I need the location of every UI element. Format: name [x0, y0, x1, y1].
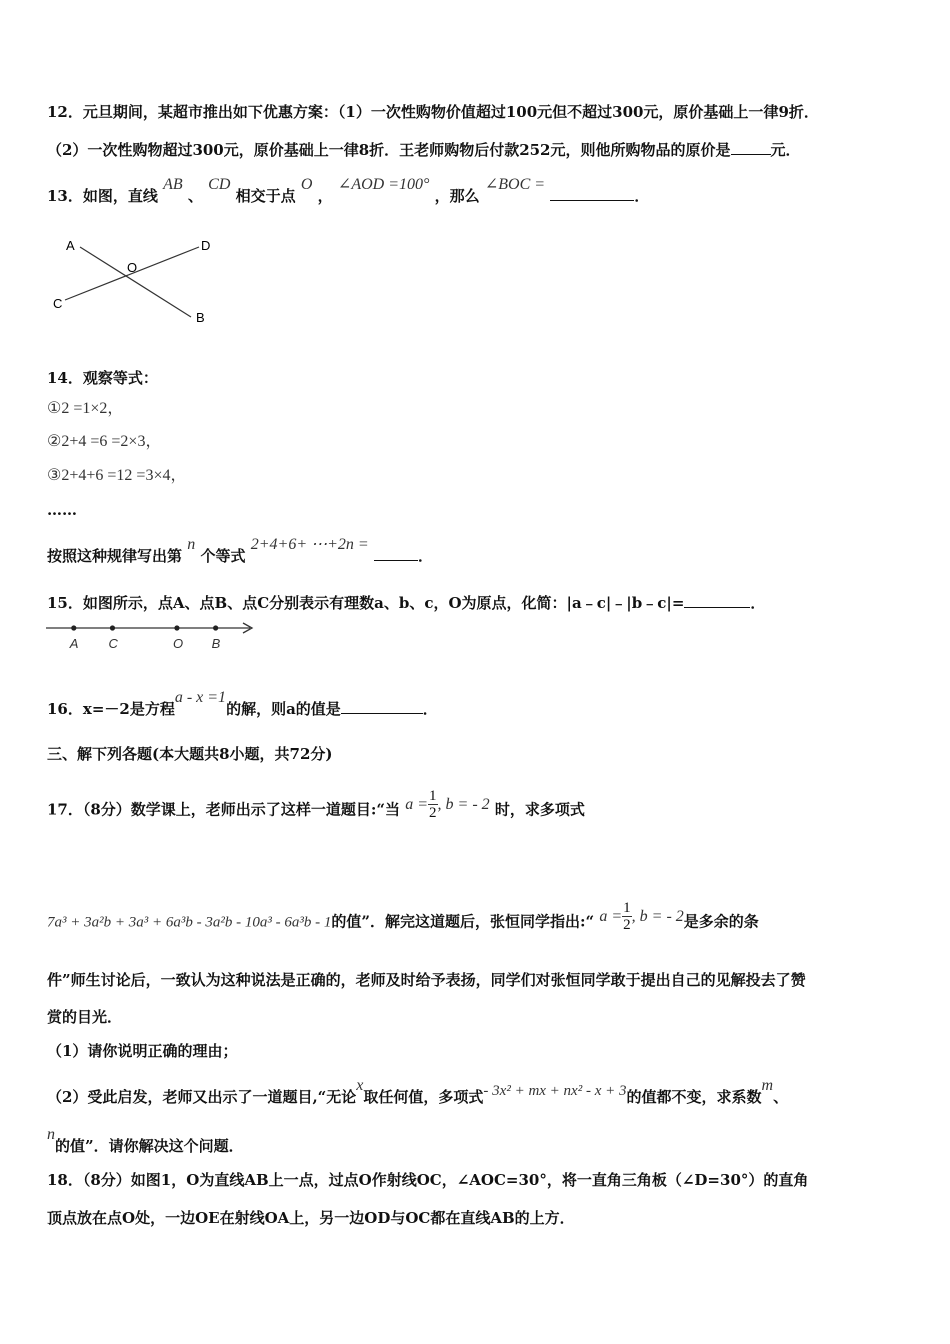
q14-question: 按照这种规律写出第 n 个等式 2+4+6+ ⋯+2n = ． — [47, 536, 433, 565]
q17-sub2-cont: n的值”．请你解决这个问题． — [47, 1126, 244, 1155]
q14-eq2: ②2+4 =6 =2×3， — [47, 433, 162, 450]
q14-eq1: ①2 =1×2， — [47, 400, 124, 417]
answer-blank-q13[interactable] — [550, 186, 634, 201]
q17-line2: 7a³ + 3a²b + 3a³ + 6a³b - 3a²b - 10a³ - 6a³b - 1的值”．解完这道题后，张恒同学指出:“ a = $\frac{1}{2}$ , b = - 2是多余的条 — [47, 900, 759, 933]
q12-line1: 12．元旦期间，某超市推出如下优惠方案：（1）一次性购物价值超过100元但不超过300元，原价基础上一律9折． — [47, 103, 819, 121]
figure-label-d: D — [201, 238, 211, 253]
sum-expression: 2+4+6+ ⋯+2n = — [250, 536, 369, 553]
angle-boc-question: ∠BOC = — [484, 176, 546, 193]
point-o-label: O — [300, 176, 313, 193]
q17-sub1: （1）请你说明正确的理由； — [47, 1042, 238, 1060]
q14-dots: …… — [47, 501, 77, 519]
figure-label-b: B — [196, 310, 205, 325]
q17-line1: 17．（8分）数学课上，老师出示了这样一道题目:“当 a = $\frac{1}{2}$ , b = - 2 时，求多项式 — [47, 788, 585, 821]
answer-blank-q14[interactable] — [374, 546, 418, 561]
answer-blank-q12[interactable] — [731, 140, 771, 155]
fraction-one-half-2: $\frac{1}{2}$ — [623, 900, 631, 933]
number-line-figure — [44, 618, 259, 654]
line-ab — [80, 247, 191, 317]
number-line-label-b: B — [211, 636, 221, 651]
answer-blank-q16[interactable] — [341, 699, 423, 714]
q18-line1: 18．（8分）如图1，O为直线AB上一点，过点O作射线OC，∠AOC=30°，将一直角三角板（∠D=30°）的直角 — [47, 1171, 809, 1189]
number-line-point-c — [110, 625, 115, 630]
q17-line4: 赏的目光． — [47, 1008, 123, 1026]
fraction-one-half: $\frac{1}{2}$ — [429, 788, 437, 821]
number-line-point-a — [71, 625, 76, 630]
q16-line: 16．x=－2是方程a - x =1的解，则a的值是 ． — [47, 689, 438, 718]
polynomial-expression: 7a³ + 3a²b + 3a³ + 6a³b - 3a²b - 10a³ - 6a³b - 1 — [47, 914, 332, 931]
number-line-label-a: A — [69, 636, 79, 651]
q13-line: 13．如图，直线 AB 、 CD 相交于点 O ， ∠AOD =100° ，那么 ∠BOC = ． — [47, 176, 650, 205]
figure-label-c: C — [53, 296, 63, 311]
equation: a - x =1 — [174, 689, 227, 706]
angle-aod-condition: ∠AOD =100° — [337, 176, 430, 193]
figure-label-a: A — [66, 238, 75, 253]
polynomial-expression-2: - 3x² + mx + nx² - x + 3 — [483, 1083, 627, 1099]
q14-title: 14．观察等式： — [47, 369, 158, 387]
answer-blank-q15[interactable] — [684, 593, 750, 608]
number-line-point-b — [213, 625, 218, 630]
intersecting-lines-figure — [48, 230, 223, 330]
q12-line2: （2）一次性购物超过300元，原价基础上一律8折．王老师购物后付款252元，则他所购物品的原价是 元． — [47, 141, 801, 159]
number-line-point-o — [174, 625, 179, 630]
number-line-label-o: O — [172, 636, 184, 651]
q17-sub2: （2）受此启发，老师又出示了一道题目,“无论x取任何值，多项式- 3x² + mx + nx² - x + 3的值都不变，求系数m、 — [47, 1077, 789, 1106]
q15-line: 15．如图所示，点A、点B、点C分别表示有理数a、b、c，O为原点，化简：|a﹣c|﹣|b﹣c|= ． — [47, 594, 766, 612]
line-cd-label: CD — [208, 176, 231, 193]
q14-eq3: ③2+4+6 =12 =3×4， — [47, 467, 187, 484]
figure-label-o: O — [127, 260, 138, 275]
number-line-label-c: C — [108, 636, 118, 651]
q18-line2: 顶点放在点O处，一边OE在射线OA上，另一边OD与OC都在直线AB的上方． — [47, 1209, 575, 1227]
line-ab-label: AB — [163, 176, 183, 193]
section-heading: 三、解下列各题(本大题共8小题，共72分) — [47, 745, 333, 763]
q17-line3: 件”师生讨论后，一致认为这种说法是正确的，老师及时给予表扬，同学们对张恒同学敢于提出自己的见解投去了赞 — [47, 971, 806, 989]
